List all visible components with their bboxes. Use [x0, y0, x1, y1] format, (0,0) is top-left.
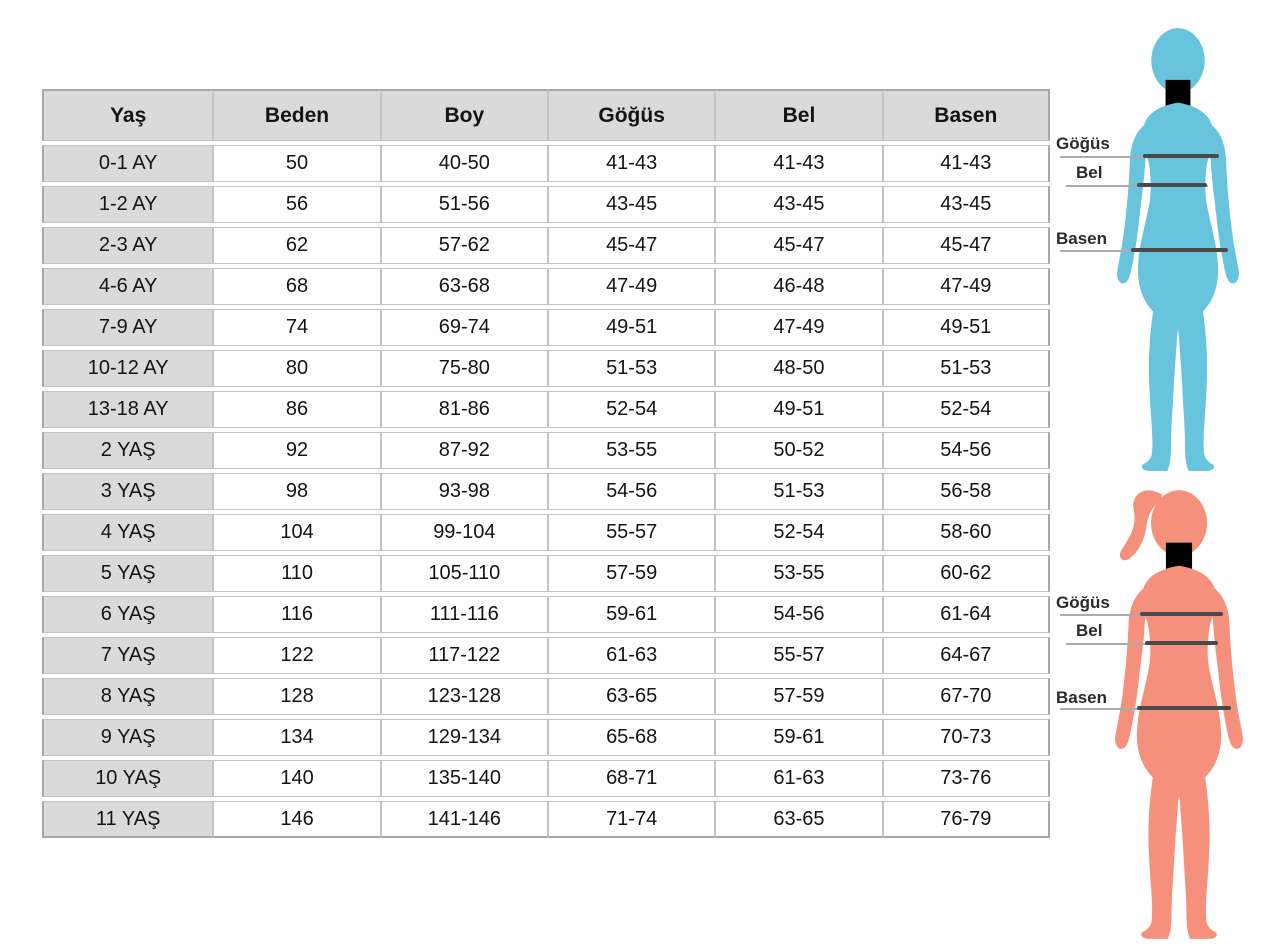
- row-value-cell: 49-51: [548, 309, 715, 346]
- column-header-size: Beden: [213, 89, 380, 141]
- row-value-cell: 56: [213, 186, 380, 223]
- table-row: [42, 268, 1050, 305]
- row-value-cell: 43-45: [715, 186, 882, 223]
- row-age-cell: 6 YAŞ: [42, 596, 213, 633]
- table-row: [42, 719, 1050, 756]
- row-value-cell: 57-59: [548, 555, 715, 592]
- waist-label: Bel: [1076, 621, 1103, 640]
- row-value-cell: 61-63: [548, 637, 715, 674]
- waist-measure-line: [1137, 183, 1207, 187]
- row-age-cell: 5 YAŞ: [42, 555, 213, 592]
- column-header-chest: Göğüs: [548, 89, 715, 141]
- row-age-cell: 9 YAŞ: [42, 719, 213, 756]
- row-value-cell: 51-53: [548, 350, 715, 387]
- row-value-cell: 141-146: [381, 801, 548, 838]
- row-value-cell: 123-128: [381, 678, 548, 715]
- row-value-cell: 40-50: [381, 145, 548, 182]
- table-row: [42, 514, 1050, 551]
- row-value-cell: 76-79: [883, 801, 1050, 838]
- row-age-cell: 2 YAŞ: [42, 432, 213, 469]
- row-age-cell: 7-9 AY: [42, 309, 213, 346]
- hip-measure-line: [1131, 248, 1228, 252]
- row-value-cell: 51-53: [715, 473, 882, 510]
- row-value-cell: 129-134: [381, 719, 548, 756]
- table-row: [42, 760, 1050, 797]
- row-value-cell: 43-45: [883, 186, 1050, 223]
- row-value-cell: 93-98: [381, 473, 548, 510]
- row-value-cell: 92: [213, 432, 380, 469]
- row-value-cell: 61-64: [883, 596, 1050, 633]
- row-age-cell: 4 YAŞ: [42, 514, 213, 551]
- figure-top: [1052, 22, 1264, 480]
- row-age-cell: 2-3 AY: [42, 227, 213, 264]
- row-value-cell: 53-55: [715, 555, 882, 592]
- hip-label: Basen: [1056, 229, 1108, 248]
- row-age-cell: 8 YAŞ: [42, 678, 213, 715]
- row-value-cell: 104: [213, 514, 380, 551]
- table-row: [42, 473, 1050, 510]
- row-age-cell: 10-12 AY: [42, 350, 213, 387]
- row-value-cell: 135-140: [381, 760, 548, 797]
- hip-measure-line: [1137, 706, 1231, 710]
- row-value-cell: 57-59: [715, 678, 882, 715]
- row-value-cell: 128: [213, 678, 380, 715]
- row-value-cell: 52-54: [883, 391, 1050, 428]
- row-value-cell: 71-74: [548, 801, 715, 838]
- chest-label: Göğüs: [1056, 134, 1110, 153]
- row-value-cell: 63-68: [381, 268, 548, 305]
- size-table-body: [42, 145, 1050, 838]
- row-age-cell: 13-18 AY: [42, 391, 213, 428]
- row-value-cell: 74: [213, 309, 380, 346]
- row-value-cell: 47-49: [548, 268, 715, 305]
- row-value-cell: 116: [213, 596, 380, 633]
- row-age-cell: 10 YAŞ: [42, 760, 213, 797]
- row-value-cell: 63-65: [548, 678, 715, 715]
- row-value-cell: 62: [213, 227, 380, 264]
- table-row: [42, 555, 1050, 592]
- figure-bottom: [1052, 482, 1264, 946]
- row-value-cell: 47-49: [715, 309, 882, 346]
- row-value-cell: 68: [213, 268, 380, 305]
- chest-measure-line: [1140, 612, 1223, 616]
- row-value-cell: 73-76: [883, 760, 1050, 797]
- row-age-cell: 3 YAŞ: [42, 473, 213, 510]
- column-header-age: Yaş: [42, 89, 213, 141]
- row-value-cell: 99-104: [381, 514, 548, 551]
- table-row: [42, 350, 1050, 387]
- row-age-cell: 11 YAŞ: [42, 801, 213, 838]
- row-value-cell: 105-110: [381, 555, 548, 592]
- row-value-cell: 46-48: [715, 268, 882, 305]
- row-value-cell: 86: [213, 391, 380, 428]
- table-row: [42, 309, 1050, 346]
- row-value-cell: 75-80: [381, 350, 548, 387]
- row-value-cell: 41-43: [715, 145, 882, 182]
- row-value-cell: 122: [213, 637, 380, 674]
- table-row: [42, 145, 1050, 182]
- row-value-cell: 50-52: [715, 432, 882, 469]
- chest-measure-line: [1143, 154, 1219, 158]
- row-value-cell: 45-47: [548, 227, 715, 264]
- row-value-cell: 54-56: [548, 473, 715, 510]
- table-row: [42, 801, 1050, 838]
- row-age-cell: 4-6 AY: [42, 268, 213, 305]
- row-age-cell: 7 YAŞ: [42, 637, 213, 674]
- table-row: [42, 186, 1050, 223]
- row-value-cell: 59-61: [715, 719, 882, 756]
- size-table-container: [42, 85, 1050, 842]
- column-header-hip: Basen: [883, 89, 1050, 141]
- row-value-cell: 45-47: [883, 227, 1050, 264]
- row-value-cell: 41-43: [548, 145, 715, 182]
- row-value-cell: 51-56: [381, 186, 548, 223]
- row-value-cell: 58-60: [883, 514, 1050, 551]
- row-value-cell: 54-56: [883, 432, 1050, 469]
- table-row: [42, 432, 1050, 469]
- size-table: [42, 85, 1050, 842]
- row-value-cell: 98: [213, 473, 380, 510]
- row-value-cell: 67-70: [883, 678, 1050, 715]
- row-value-cell: 52-54: [548, 391, 715, 428]
- row-value-cell: 51-53: [883, 350, 1050, 387]
- row-value-cell: 117-122: [381, 637, 548, 674]
- row-value-cell: 64-67: [883, 637, 1050, 674]
- row-value-cell: 45-47: [715, 227, 882, 264]
- row-value-cell: 140: [213, 760, 380, 797]
- row-value-cell: 50: [213, 145, 380, 182]
- size-table-header-row: [42, 89, 1050, 141]
- row-value-cell: 49-51: [715, 391, 882, 428]
- column-header-height: Boy: [381, 89, 548, 141]
- row-value-cell: 54-56: [715, 596, 882, 633]
- row-value-cell: 80: [213, 350, 380, 387]
- girl-body-silhouette: [1095, 484, 1263, 946]
- row-value-cell: 111-116: [381, 596, 548, 633]
- column-header-waist: Bel: [715, 89, 882, 141]
- row-value-cell: 56-58: [883, 473, 1050, 510]
- row-age-cell: 0-1 AY: [42, 145, 213, 182]
- row-value-cell: 63-65: [715, 801, 882, 838]
- hip-label: Basen: [1056, 688, 1108, 707]
- row-value-cell: 60-62: [883, 555, 1050, 592]
- row-value-cell: 134: [213, 719, 380, 756]
- row-value-cell: 53-55: [548, 432, 715, 469]
- row-value-cell: 57-62: [381, 227, 548, 264]
- table-row: [42, 678, 1050, 715]
- row-value-cell: 61-63: [715, 760, 882, 797]
- row-value-cell: 69-74: [381, 309, 548, 346]
- table-row: [42, 227, 1050, 264]
- table-row: [42, 637, 1050, 674]
- row-value-cell: 55-57: [548, 514, 715, 551]
- row-value-cell: 70-73: [883, 719, 1050, 756]
- row-value-cell: 52-54: [715, 514, 882, 551]
- table-row: [42, 391, 1050, 428]
- table-row: [42, 596, 1050, 633]
- row-value-cell: 55-57: [715, 637, 882, 674]
- waist-label: Bel: [1076, 163, 1103, 182]
- row-value-cell: 68-71: [548, 760, 715, 797]
- row-value-cell: 49-51: [883, 309, 1050, 346]
- row-value-cell: 81-86: [381, 391, 548, 428]
- row-value-cell: 65-68: [548, 719, 715, 756]
- row-value-cell: 43-45: [548, 186, 715, 223]
- row-value-cell: 146: [213, 801, 380, 838]
- row-value-cell: 48-50: [715, 350, 882, 387]
- row-value-cell: 47-49: [883, 268, 1050, 305]
- row-value-cell: 87-92: [381, 432, 548, 469]
- row-value-cell: 110: [213, 555, 380, 592]
- row-age-cell: 1-2 AY: [42, 186, 213, 223]
- waist-measure-line: [1145, 641, 1218, 645]
- row-value-cell: 59-61: [548, 596, 715, 633]
- chest-label: Göğüs: [1056, 593, 1110, 612]
- row-value-cell: 41-43: [883, 145, 1050, 182]
